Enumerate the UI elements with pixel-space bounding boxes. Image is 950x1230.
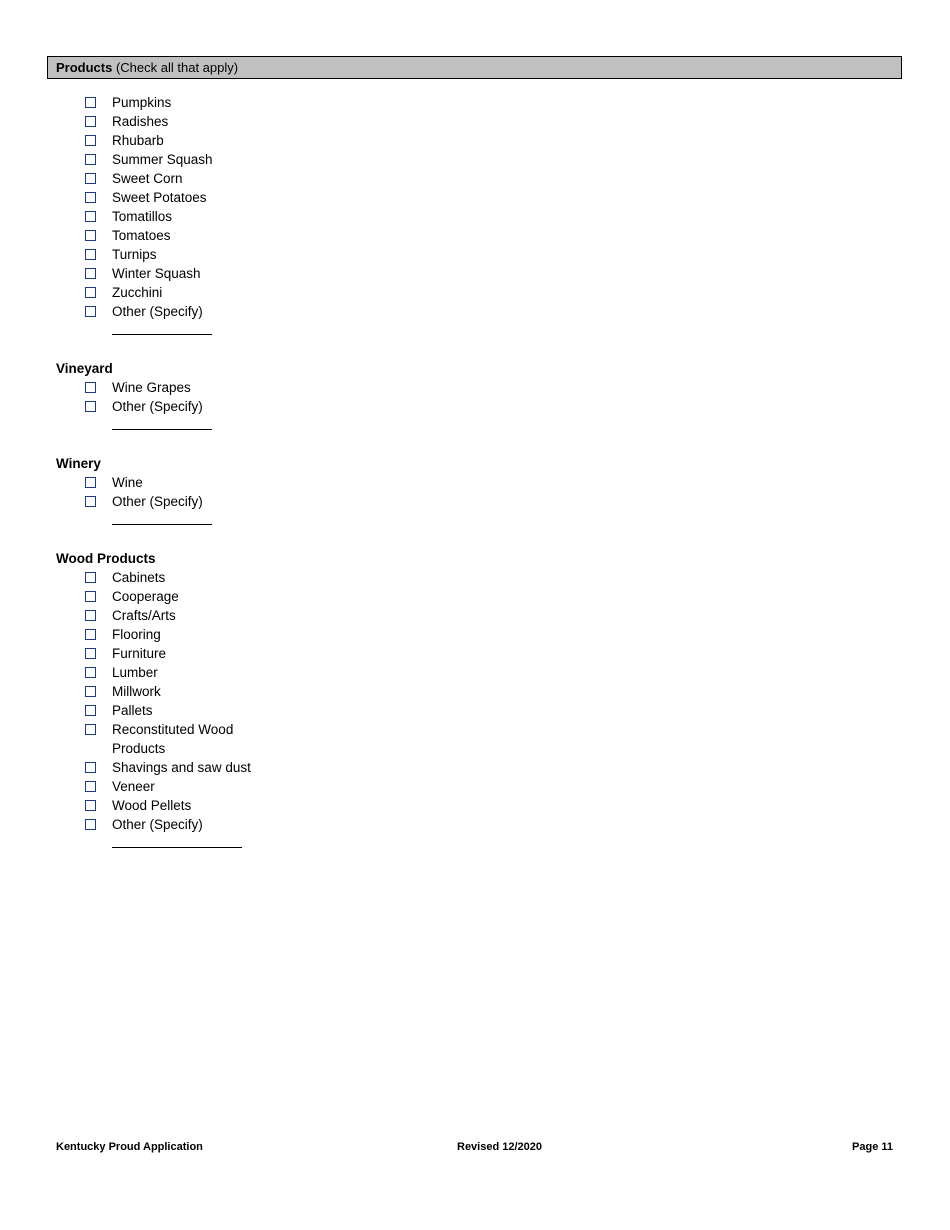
- product-option[interactable]: [56, 568, 456, 587]
- option-label: Wine Grapes: [112, 380, 191, 395]
- checkbox[interactable]: [85, 572, 96, 583]
- option-label: Tomatillos: [112, 209, 173, 224]
- checkbox[interactable]: [85, 192, 96, 203]
- option-label: Other (Specify): [112, 494, 203, 509]
- product-option[interactable]: [56, 264, 456, 283]
- option-label: Wine: [112, 475, 143, 490]
- option-label: Winter Squash: [112, 266, 201, 281]
- product-option-other[interactable]: [56, 302, 456, 321]
- option-label: Flooring: [112, 627, 161, 642]
- product-option[interactable]: [56, 188, 456, 207]
- product-list: [56, 93, 456, 853]
- section-header-title: Products: [56, 60, 113, 75]
- checkbox[interactable]: [85, 591, 96, 602]
- footer-revision: Revised 12/2020: [457, 1141, 543, 1153]
- checkbox[interactable]: [85, 762, 96, 773]
- produce-group: [56, 93, 456, 340]
- wood-products-title: Wood Products: [56, 551, 156, 566]
- specify-field[interactable]: [56, 321, 456, 340]
- specify-field[interactable]: [56, 511, 456, 530]
- checkbox[interactable]: [85, 230, 96, 241]
- checkbox[interactable]: [85, 97, 96, 108]
- specify-line[interactable]: [112, 322, 212, 335]
- product-option[interactable]: [56, 169, 456, 188]
- option-label: Lumber: [112, 665, 158, 680]
- product-option-other[interactable]: [56, 815, 456, 834]
- product-option[interactable]: [56, 625, 456, 644]
- checkbox[interactable]: [85, 306, 96, 317]
- option-label: Veneer: [112, 779, 155, 794]
- option-label: Turnips: [112, 247, 157, 262]
- product-option[interactable]: [56, 207, 456, 226]
- checkbox[interactable]: [85, 819, 96, 830]
- section-header-subtitle: (Check all that apply): [115, 60, 239, 75]
- product-option[interactable]: [56, 587, 456, 606]
- product-option[interactable]: [56, 112, 456, 131]
- product-option[interactable]: [56, 796, 456, 815]
- spacer: [56, 435, 456, 454]
- checkbox[interactable]: [85, 154, 96, 165]
- product-option[interactable]: [56, 226, 456, 245]
- checkbox[interactable]: [85, 800, 96, 811]
- option-label: Summer Squash: [112, 152, 213, 167]
- product-option-other[interactable]: [56, 492, 456, 511]
- option-label: Millwork: [112, 684, 161, 699]
- option-label: Rhubarb: [112, 133, 164, 148]
- checkbox[interactable]: [85, 629, 96, 640]
- product-option[interactable]: [56, 682, 456, 701]
- product-option[interactable]: [56, 473, 456, 492]
- specify-line[interactable]: [112, 417, 212, 430]
- specify-field[interactable]: [56, 834, 456, 853]
- option-label: Tomatoes: [112, 228, 171, 243]
- option-label: Zucchini: [112, 285, 163, 300]
- checkbox[interactable]: [85, 496, 96, 507]
- section-header: [47, 56, 902, 79]
- checkbox[interactable]: [85, 648, 96, 659]
- spacer: [56, 530, 456, 549]
- option-label: Cabinets: [112, 570, 166, 585]
- product-option[interactable]: [56, 663, 456, 682]
- checkbox[interactable]: [85, 287, 96, 298]
- product-option[interactable]: [56, 93, 456, 112]
- option-label: Pallets: [112, 703, 153, 718]
- product-option[interactable]: [56, 758, 456, 777]
- product-option[interactable]: [56, 378, 456, 397]
- product-option[interactable]: [56, 606, 456, 625]
- option-label: Radishes: [112, 114, 169, 129]
- option-label: Other (Specify): [112, 399, 203, 414]
- checkbox[interactable]: [85, 610, 96, 621]
- checkbox[interactable]: [85, 667, 96, 678]
- checkbox[interactable]: [85, 135, 96, 146]
- checkbox[interactable]: [85, 249, 96, 260]
- vineyard-group: [56, 359, 456, 435]
- option-label: Other (Specify): [112, 304, 203, 319]
- checkbox[interactable]: [85, 173, 96, 184]
- checkbox[interactable]: [85, 116, 96, 127]
- product-option-other[interactable]: [56, 397, 456, 416]
- checkbox[interactable]: [85, 686, 96, 697]
- checkbox[interactable]: [85, 382, 96, 393]
- product-option[interactable]: [56, 150, 456, 169]
- checkbox[interactable]: [85, 781, 96, 792]
- option-label: Pumpkins: [112, 95, 172, 110]
- specify-line[interactable]: [112, 835, 242, 848]
- product-option[interactable]: [56, 701, 456, 720]
- footer-app-name: Kentucky Proud Application: [56, 1141, 203, 1153]
- checkbox[interactable]: [85, 268, 96, 279]
- product-option[interactable]: [56, 644, 456, 663]
- option-label: Cooperage: [112, 589, 179, 604]
- product-option[interactable]: [56, 777, 456, 796]
- option-label: Crafts/Arts: [112, 608, 176, 623]
- winery-title: Winery: [56, 456, 101, 471]
- specify-line[interactable]: [112, 512, 212, 525]
- checkbox[interactable]: [85, 705, 96, 716]
- spacer: [56, 340, 456, 359]
- option-label: Shavings and saw dust: [112, 760, 251, 775]
- option-label: Reconstituted Wood Products: [112, 722, 234, 756]
- option-label: Other (Specify): [112, 817, 203, 832]
- product-option[interactable]: [56, 720, 456, 758]
- checkbox[interactable]: [85, 724, 96, 735]
- option-label: Sweet Corn: [112, 171, 183, 186]
- product-option[interactable]: [56, 131, 456, 150]
- option-label: Sweet Potatoes: [112, 190, 207, 205]
- vineyard-title: Vineyard: [56, 361, 113, 376]
- product-option[interactable]: [56, 245, 456, 264]
- wood-products-group: [56, 549, 456, 853]
- option-label: Furniture: [112, 646, 167, 661]
- checkbox[interactable]: [85, 477, 96, 488]
- specify-field[interactable]: [56, 416, 456, 435]
- option-label: Wood Pellets: [112, 798, 192, 813]
- checkbox[interactable]: [85, 401, 96, 412]
- footer-page-number: Page 11: [852, 1141, 893, 1153]
- checkbox[interactable]: [85, 211, 96, 222]
- product-option[interactable]: [56, 283, 456, 302]
- winery-group: [56, 454, 456, 530]
